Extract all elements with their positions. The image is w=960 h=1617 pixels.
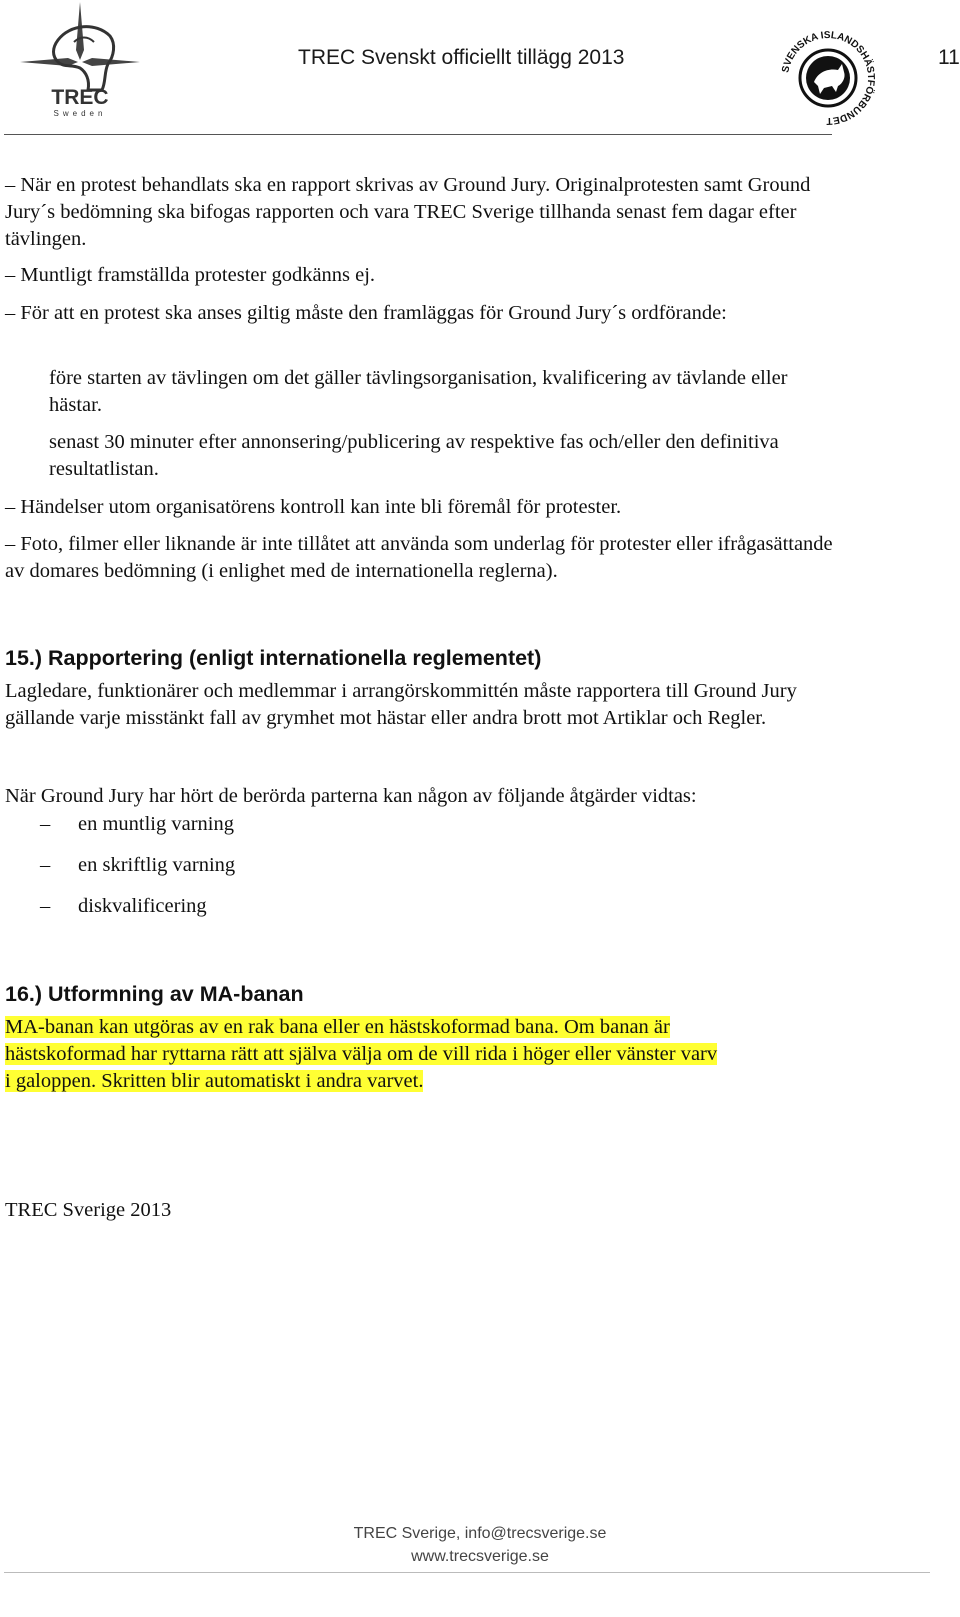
- paragraph-events-outside-control: – Händelser utom organisatörens kontroll kan inte bli föremål för protester.: [5, 496, 622, 518]
- measure-label: diskvalificering: [78, 895, 207, 917]
- logo-right-text: SVENSKA ISLANDSHÄSTFÖRBUNDET: [780, 30, 876, 126]
- section-15-heading: 15.) Rapportering (enligt internationella reglementet): [5, 646, 542, 670]
- header-divider: [4, 134, 832, 135]
- highlighted-text: hästskoformad har ryttarna rätt att själva välja om de vill rida i höger eller vänster varv: [5, 1043, 718, 1065]
- footer-website: www.trecsverige.se: [411, 1548, 549, 1565]
- logo-left-subtext: Sweden: [53, 109, 107, 118]
- paragraph-within-30-minutes: senast 30 minuter efter annonsering/publicering av respektive fas och/eller den definitiva resultatlistan.: [49, 431, 779, 480]
- footer-contact: TREC Sverige, info@trecsverige.se: [353, 1525, 607, 1542]
- highlighted-text: i galoppen. Skritten blir automatiskt i andra varvet.: [5, 1070, 424, 1092]
- paragraph-photo-film: – Foto, filmer eller liknande är inte tillåtet att använda som underlag för protester eller ifrågasättande av domares bedömning (i enlighet med de internationella reglerna).: [5, 533, 833, 582]
- measure-list-item: [40, 893, 207, 920]
- highlighted-text: MA-banan kan utgöras av en rak bana eller en hästskoformad bana. Om banan är: [5, 1016, 670, 1038]
- measure-label: en skriftlig varning: [78, 854, 236, 876]
- list-dash: –: [40, 813, 51, 835]
- signoff: TREC Sverige 2013: [5, 1199, 172, 1221]
- section-15-paragraph-1: Lagledare, funktionärer och medlemmar i arrangörskommittén måste rapportera till Ground Jury gällande varje misstänkt fall av grymhet mot hästar eller andra brott mot Artiklar och Regler.: [5, 680, 797, 729]
- paragraph-oral-protests: – Muntligt framställda protester godkänns ej.: [5, 264, 376, 286]
- footer-divider: [4, 1572, 930, 1573]
- list-dash: –: [40, 895, 51, 917]
- section-16-paragraph: [5, 1014, 835, 1095]
- islandshastforbundet-logo: [780, 30, 876, 126]
- paragraph-before-start: före starten av tävlingen om det gäller tävlingsorganisation, kvalificering av tävlande eller hästar.: [49, 367, 788, 416]
- paragraph-protest-validity: – För att en protest ska anses giltig måste den framläggas för Ground Jury´s ordförande:: [5, 302, 727, 324]
- header-title: TREC Svenskt officiellt tillägg 2013: [298, 46, 625, 69]
- measure-list-item: [40, 811, 234, 838]
- trec-sweden-logo: [18, 2, 144, 120]
- page-number: 11: [938, 46, 960, 69]
- list-dash: –: [40, 854, 51, 876]
- section-15-paragraph-2: När Ground Jury har hört de berörda parterna kan någon av följande åtgärder vidtas:: [5, 785, 697, 807]
- logo-left-text: TREC: [51, 86, 109, 109]
- measure-list-item: [40, 852, 235, 879]
- measure-label: en muntlig varning: [78, 813, 235, 835]
- section-16-heading: 16.) Utformning av MA-banan: [5, 982, 304, 1006]
- paragraph-report: – När en protest behandlats ska en rapport skrivas av Ground Jury. Originalprotesten samt Ground Jury´s bedömning ska bifogas rapporten och vara TREC Sverige tillhanda senast fem dagar efter tävlingen.: [5, 174, 811, 250]
